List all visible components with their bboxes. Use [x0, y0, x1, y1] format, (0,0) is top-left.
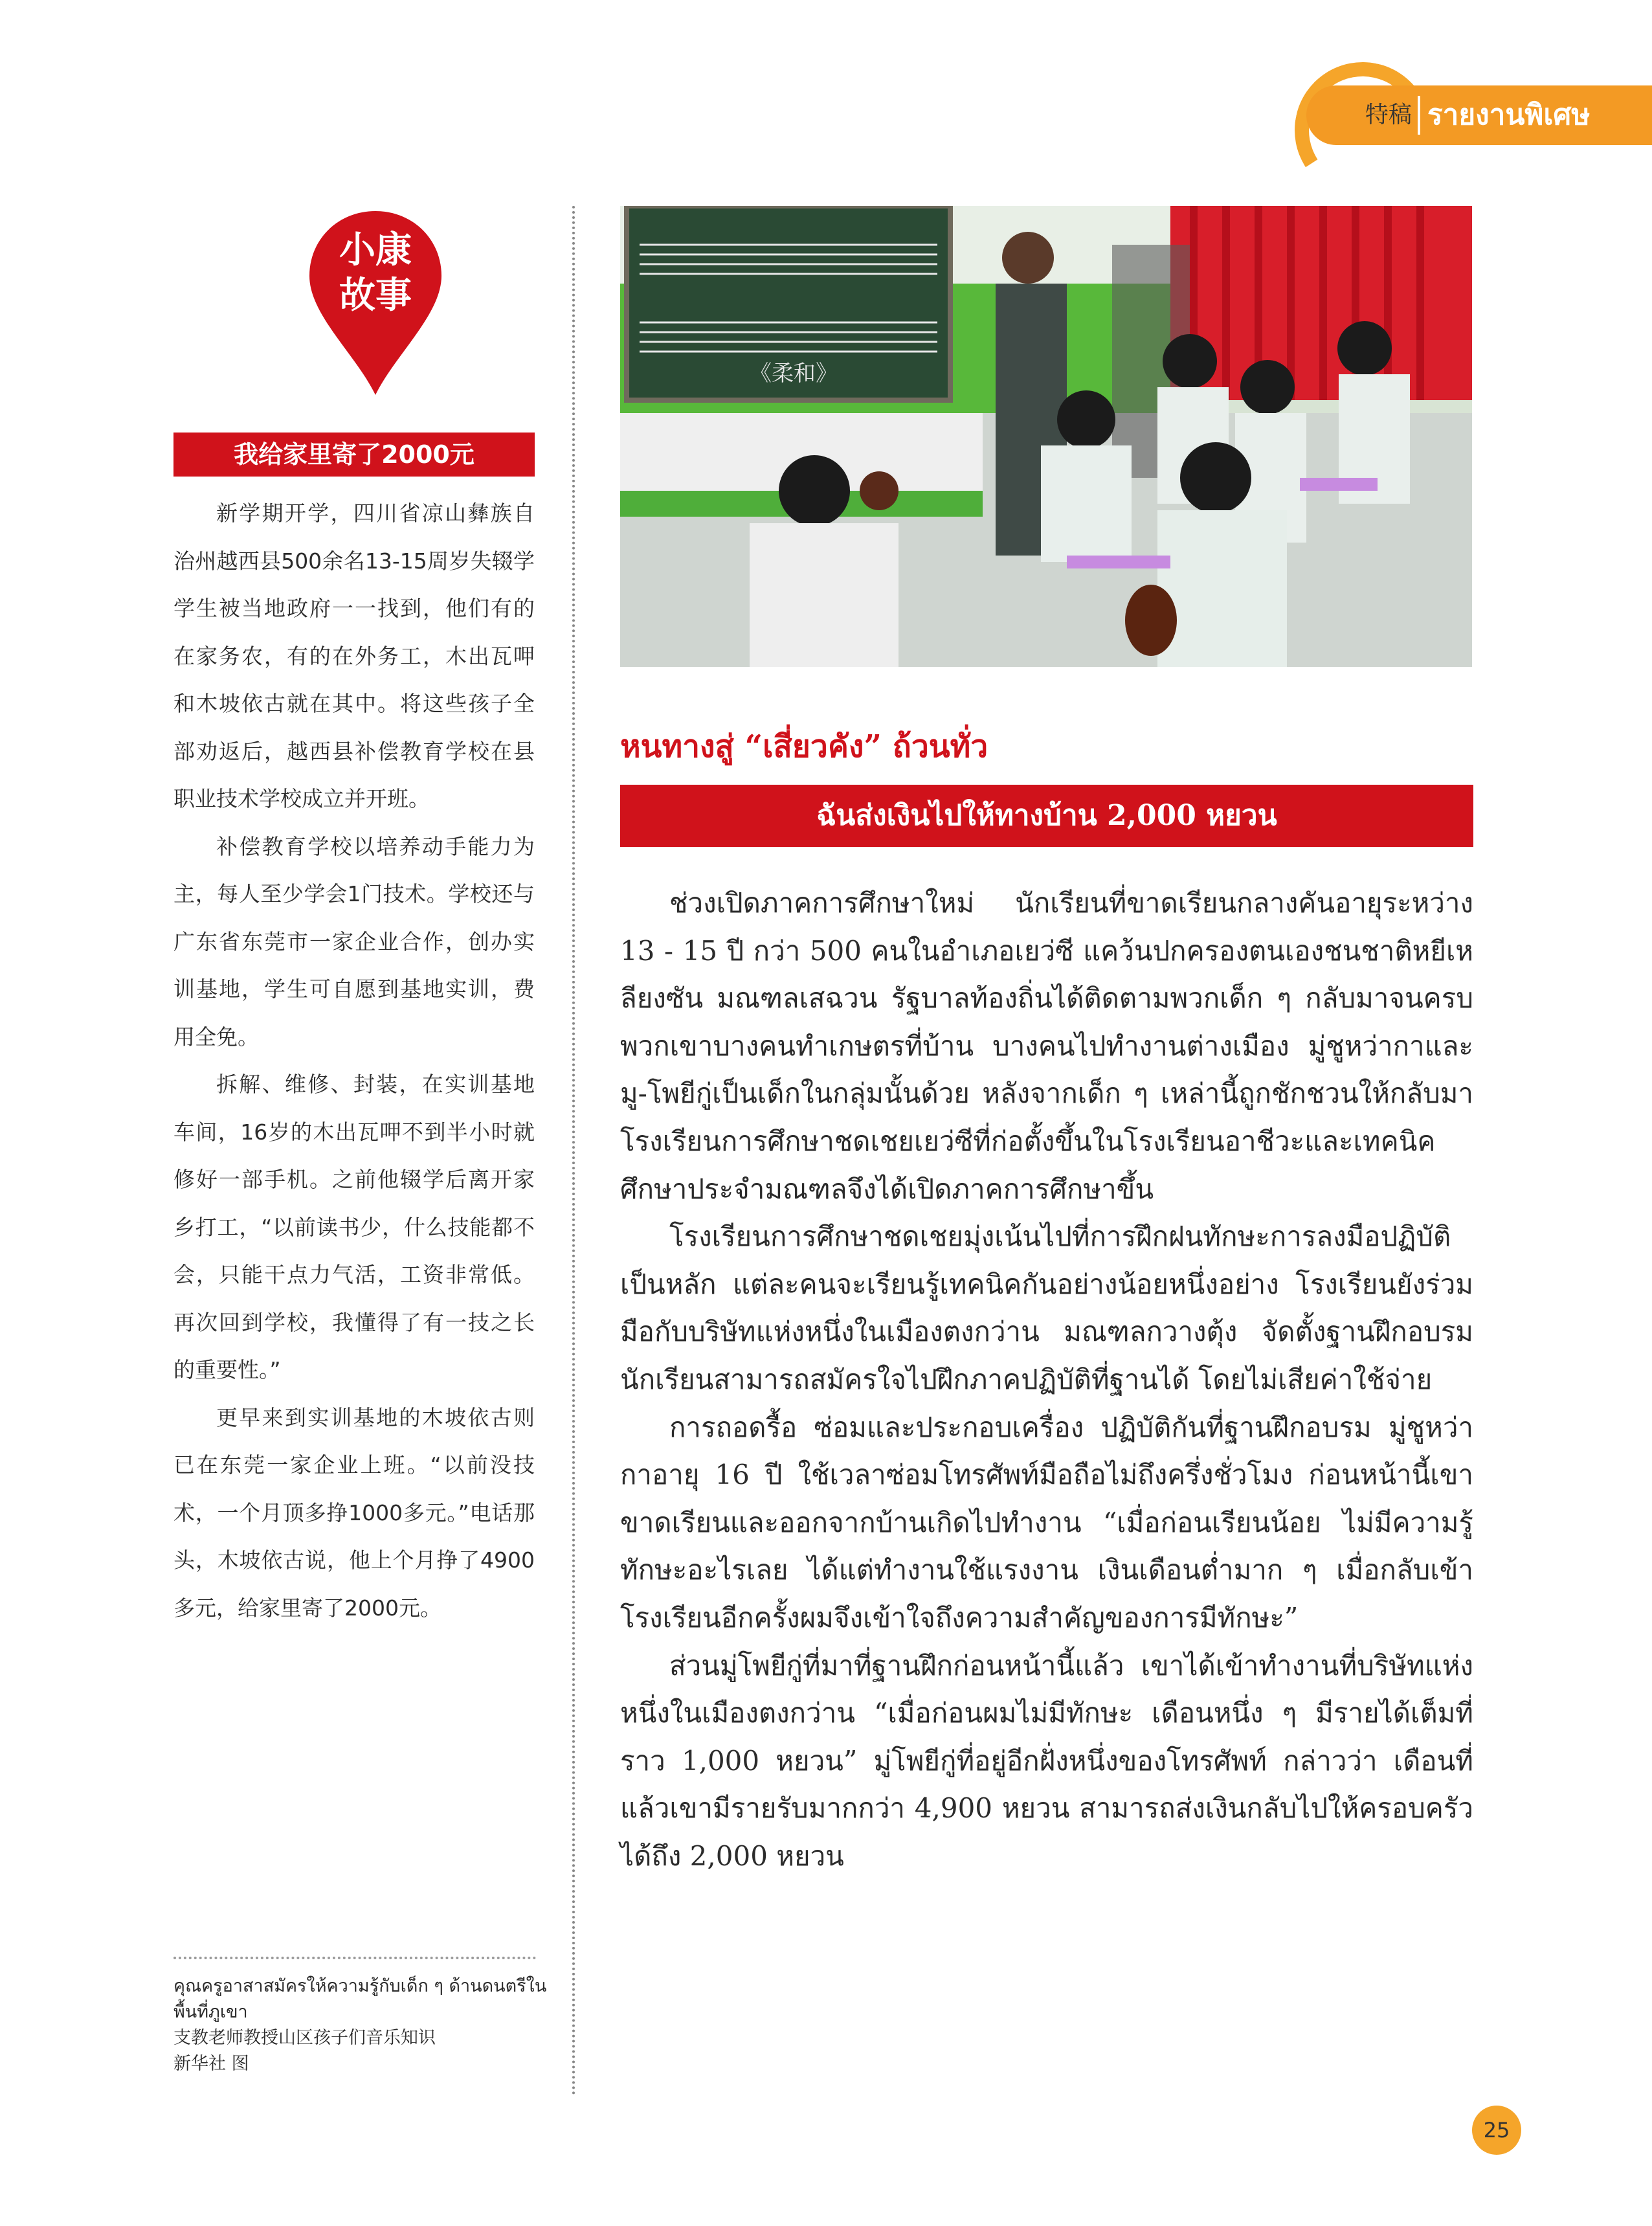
thai-article-title: ฉันส่งเงินไปให้ทางบ้าน 2,000 หยวน — [620, 785, 1473, 847]
zh-article-body — [173, 489, 535, 1632]
column-divider — [572, 206, 575, 2097]
photo-credit: 新华社 图 — [173, 2054, 249, 2074]
story-badge-line2: 故事 — [339, 275, 412, 317]
thai-paragraph: ส่วนมู่โพยีกู่ที่มาที่ฐานฝึกก่อนหน้านี้แล้ว เขาได้เข้าทำงานที่บริษัทแห่งหนึ่งในเมืองตงกว่าน “เมื่อก่อนผมไม่มีทักษะ เดือนหนึ่ง ๆ มีรายได้เต็มที่ราว 1,000 หยวน” มู่โพยีกู่ที่อยู่อีกฝั่งหนึ่งของโทรศัพท์ กล่าวว่า เดือนที่แล้วเขามีรายรับมากกว่า 4,900 หยวน สามารถส่งเงินกลับไปให้ครอบครัวได้ถึง 2,000 หยวน — [620, 1649, 1473, 1872]
caption-rule — [173, 1957, 536, 1959]
thai-paragraph: การถอดรื้อ ซ่อมและประกอบเครื่อง ปฏิบัติกันที่ฐานฝึกอบรม มู่ชูหว่ากาอายุ 16 ปี ใช้เวลาซ่อมโทรศัพท์มือถือไม่ถึงครึ่งชั่วโมง ก่อนหน้านี้เขาขาดเรียนและออกจากบ้านเกิดไปทำงาน “เมื่อก่อนเรียนน้อย ไม่มีความรู้ทักษะอะไรเลย ได้แต่ทำงานใช้แรงงาน เงินเดือนต่ำมาก ๆ เมื่อกลับเข้าโรงเรียนอีกครั้งผมจึงเข้าใจถึงความสำคัญของการมีทักษะ” — [620, 1411, 1473, 1634]
caption-chinese: 支教老师教授山区孩子们音乐知识 — [173, 2028, 436, 2048]
thai-section-heading: หนทางสู่ “เสี่ยวคัง” ถ้วนทั่ว — [620, 728, 988, 765]
zh-article-title: 我给家里寄了2000元 — [173, 433, 535, 477]
zh-paragraph: 补偿教育学校以培养动手能力为主，每人至少学会1门技术。学校还与广东省东莞市一家企业合作，创办实训基地，学生可自愿到基地实训，费用全免。 — [173, 833, 535, 1050]
thai-paragraph: โรงเรียนการศึกษาชดเชยมุ่งเน้นไปที่การฝึกฝนทักษะการลงมือปฏิบัติเป็นหลัก แต่ละคนจะเรียนรู้เทคนิคกันอย่างน้อยหนึ่งอย่าง โรงเรียนยังร่วมมือกับบริษัทแห่งหนึ่งในเมืองตงกว่าน มณฑลกวางตุ้ง จัดตั้งฐานฝึกอบรม นักเรียนสามารถสมัครใจไปฝึกภาคปฏิบัติที่ฐานได้ โดยไม่เสียค่าใช้จ่าย — [620, 1220, 1473, 1395]
zh-paragraph: 新学期开学，四川省凉山彝族自治州越西县500余名13-15周岁失辍学学生被当地政府一一找到，他们有的在家务农，有的在外务工，木出瓦呷和木坡依古就在其中。将这些孩子全部劝返后，越西县补偿教育学校在县职业技术学校成立并开班。 — [173, 500, 535, 811]
header-section-zh: 特稿 — [1365, 102, 1412, 128]
zh-paragraph: 更早来到实训基地的木坡依古则已在东莞一家企业上班。“以前没技术，一个月顶多挣1000多元。”电话那头，木坡依古说，他上个月挣了4900多元，给家里寄了2000元。 — [173, 1404, 535, 1621]
story-badge-line1: 小康 — [339, 229, 412, 271]
header-section-th: รายงานพิเศษ — [1427, 98, 1591, 131]
caption-thai: คุณครูอาสาสมัครให้ความรู้กับเด็ก ๆ ด้านดนตรีในพื้นที่ภูเขา — [173, 1976, 547, 2022]
blackboard-text: 《柔和》 — [750, 361, 838, 387]
thai-article-body — [620, 879, 1473, 1880]
thai-paragraph: ช่วงเปิดภาคการศึกษาใหม่ นักเรียนที่ขาดเรียนกลางคันอายุระหว่าง 13 - 15 ปี กว่า 500 คนในอำเภอเยว่ซี แคว้นปกครองตนเองชนชาติหยีเหลียงซัน มณฑลเสฉวน รัฐบาลท้องถิ่นได้ติดตามพวกเด็ก ๆ กลับมาจนครบ พวกเขาบางคนทำเกษตรที่บ้าน บางคนไปทำงานต่างเมือง มู่ชูหว่ากาและมู-โพยีกู่เป็นเด็กในกลุ่มนั้นด้วย หลังจากเด็ก ๆ เหล่านี้ถูกชักชวนให้กลับมาโรงเรียนการศึกษาชดเชยเยว่ซีที่ก่อตั้งขึ้นในโรงเรียนอาชีวะและเทคนิคศึกษาประจำมณฑลจึงได้เปิดภาคการศึกษาขึ้น — [620, 887, 1473, 1205]
header-divider — [1418, 96, 1420, 135]
page-number: 25 — [1472, 2106, 1521, 2155]
photo-caption — [173, 1973, 549, 2077]
classroom-photo — [620, 206, 1472, 667]
story-badge — [304, 228, 447, 319]
zh-paragraph: 拆解、维修、封装，在实训基地车间，16岁的木出瓦呷不到半小时就修好一部手机。之前他辍学后离开家乡打工，“以前读书少，什么技能都不会，只能干点力气活，工资非常低。再次回到学校，我懂得了有一技之长的重要性。” — [173, 1072, 535, 1382]
